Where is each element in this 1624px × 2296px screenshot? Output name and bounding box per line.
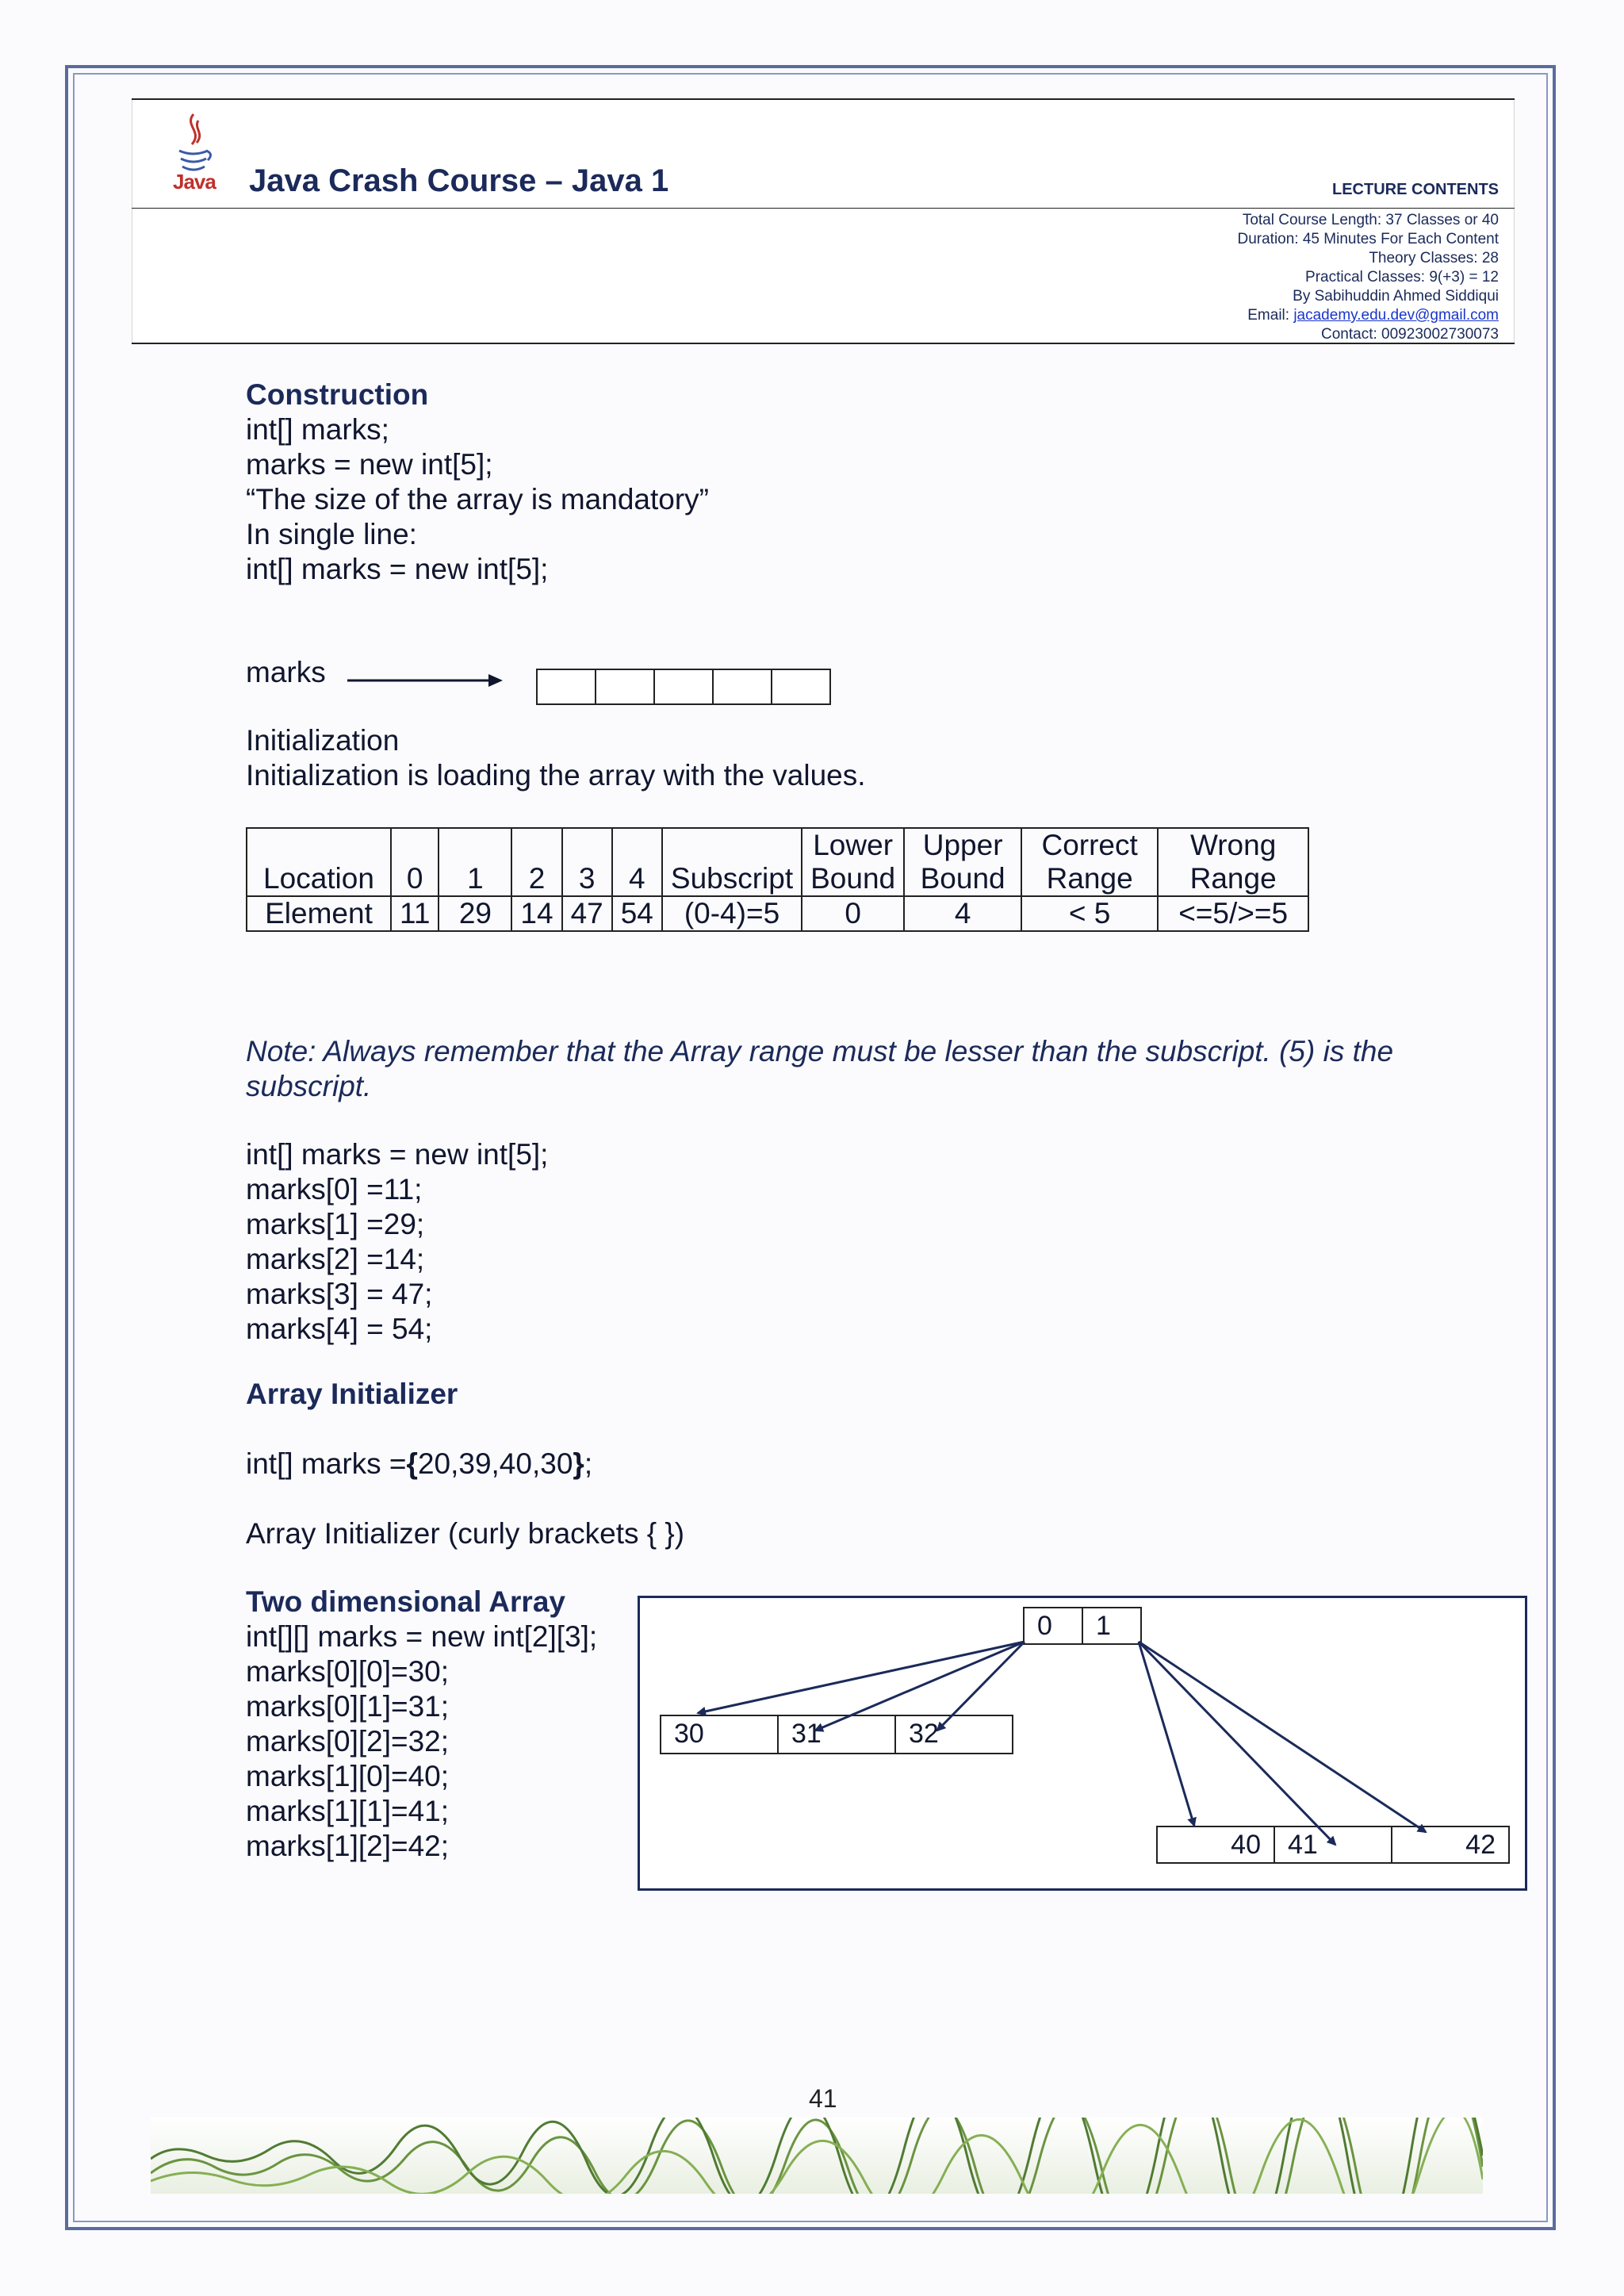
table-cell: 29 (439, 896, 511, 931)
table-cell: Element (247, 896, 391, 931)
java-logo-text: Java (173, 170, 216, 194)
table-cell: Correct Range (1021, 828, 1158, 896)
table-cell: 14 (511, 896, 561, 931)
code-line: marks[0][0]=30; (246, 1655, 450, 1688)
arrow-icon (815, 1642, 1025, 1731)
email-line: Email: jacademy.edu.dev@gmail.com (1247, 307, 1499, 324)
table-cell: (0-4)=5 (662, 896, 802, 931)
code-line: marks[0][2]=32; (246, 1725, 450, 1757)
code-line: marks = new int[5]; (246, 448, 493, 481)
grass-banner-image (151, 2118, 1483, 2194)
table-cell: <=5/>=5 (1158, 896, 1308, 931)
construction-heading: Construction (246, 378, 429, 411)
code-line: “The size of the array is mandatory” (246, 483, 709, 516)
array-cell: 31 (777, 1715, 896, 1754)
code-line: marks[0] =11; (246, 1173, 423, 1205)
table-cell: 11 (391, 896, 439, 931)
array-cell: 0 (1023, 1607, 1083, 1645)
course-title: Java Crash Course – Java 1 (249, 163, 669, 198)
array-cell: 40 (1156, 1826, 1275, 1864)
info-line: By Sabihuddin Ahmed Siddiqui (1293, 288, 1499, 305)
table-cell: 47 (562, 896, 612, 931)
code-line: marks[1][2]=42; (246, 1830, 450, 1862)
table-cell: 1 (439, 828, 511, 896)
array-cell: 42 (1391, 1826, 1510, 1864)
initializer-caption: Array Initializer (curly brackets { }) (246, 1517, 685, 1550)
table-cell: 0 (391, 828, 439, 896)
code-line: marks[4] = 54; (246, 1313, 433, 1345)
info-line: Practical Classes: 9(+3) = 12 (1305, 269, 1499, 286)
code-line: marks[2] =14; (246, 1243, 425, 1275)
code-line: int[][] marks = new int[2][3]; (246, 1620, 598, 1653)
table-cell: 54 (612, 896, 662, 931)
initializer-heading: Array Initializer (246, 1378, 458, 1410)
code-line: marks[1] =29; (246, 1208, 425, 1240)
code-line: int[] marks = new int[5]; (246, 1138, 549, 1171)
table-cell: Lower Bound (802, 828, 904, 896)
array-cell: 1 (1082, 1607, 1142, 1645)
info-line: Duration: 45 Minutes For Each Content (1237, 231, 1499, 247)
table-cell: Wrong Range (1158, 828, 1308, 896)
code-line: marks[1][1]=41; (246, 1795, 450, 1827)
table-cell: < 5 (1021, 896, 1158, 931)
marks-label: marks (246, 656, 326, 688)
table-cell: 4 (612, 828, 662, 896)
array-cell: 30 (660, 1715, 779, 1754)
array-cell: 32 (894, 1715, 1013, 1754)
two-dim-heading: Two dimensional Array (246, 1585, 565, 1618)
table-cell: Subscript (662, 828, 802, 896)
arrow-icon (698, 1642, 1025, 1713)
email-link[interactable]: jacademy.edu.dev@gmail.com (1293, 307, 1499, 324)
table-cell: 2 (511, 828, 561, 896)
initialization-heading: Initialization (246, 724, 400, 757)
table-cell: 0 (802, 896, 904, 931)
arrow-icon (1139, 1642, 1426, 1832)
section-label: LECTURE CONTENTS (1332, 181, 1499, 198)
table-cell: Upper Bound (904, 828, 1021, 896)
code-line: int[] marks = new int[5]; (246, 553, 549, 585)
array-cell: 41 (1274, 1826, 1392, 1864)
code-line: int[] marks; (246, 413, 389, 446)
code-line: marks[0][1]=31; (246, 1690, 450, 1723)
table-cell: 4 (904, 896, 1021, 931)
page-number: 41 (809, 2084, 837, 2113)
table-cell: Location (247, 828, 391, 896)
contact-line: Contact: 00923002730073 (1321, 326, 1499, 343)
code-line: In single line: (246, 518, 417, 550)
code-line: marks[3] = 47; (246, 1278, 433, 1310)
table-cell: 3 (562, 828, 612, 896)
arrow-icon (937, 1642, 1025, 1731)
code-line: marks[1][0]=40; (246, 1760, 450, 1792)
info-line: Total Course Length: 37 Classes or 40 (1242, 212, 1499, 228)
note-text: Note: Always remember that the Array range must be lesser than the subscript. (5) is the subscript. (246, 1035, 1394, 1102)
initialization-text: Initialization is loading the array with the values. (246, 759, 866, 792)
info-line: Theory Classes: 28 (1369, 250, 1499, 266)
initializer-code: int[] marks ={20,39,40,30}; (246, 1447, 593, 1480)
